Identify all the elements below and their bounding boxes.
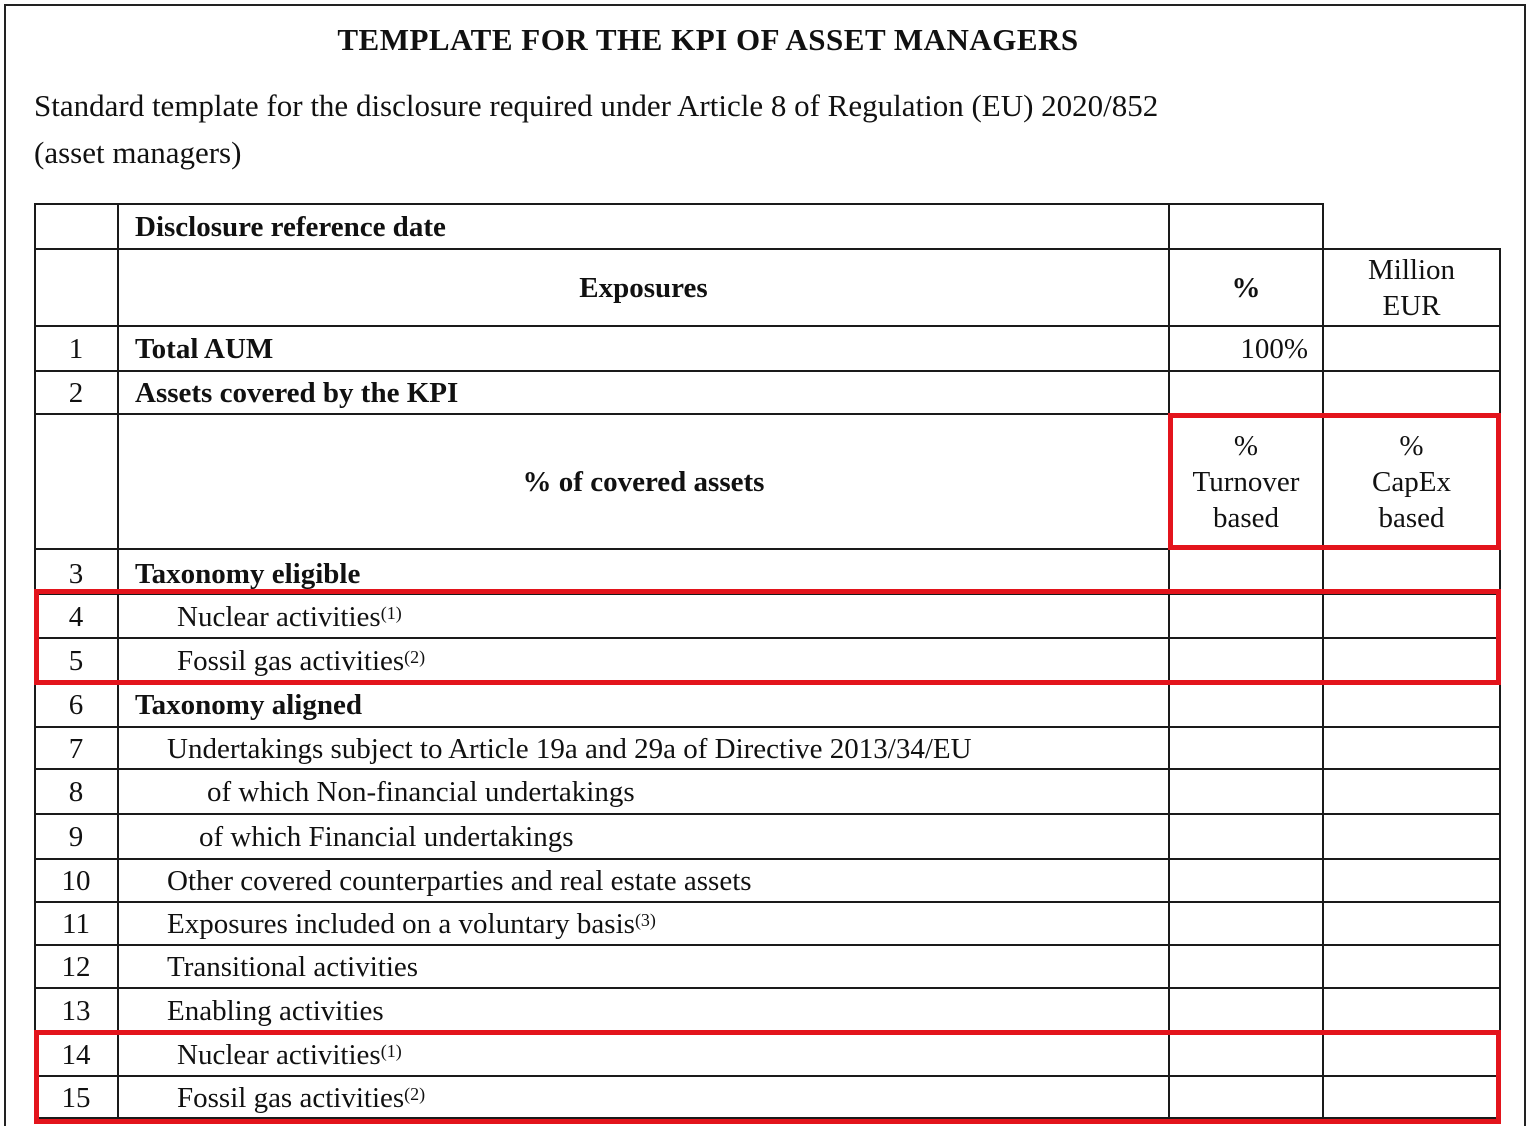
- million-eur-line-1: Million: [1367, 254, 1455, 286]
- row-label-text: Exposures included on a voluntary basis: [167, 907, 635, 940]
- turnover-line-1: %: [1233, 430, 1259, 462]
- turnover-line-2: Turnover: [1192, 466, 1300, 498]
- turnover-line-3: based: [1212, 502, 1280, 534]
- footnote-marker: (1): [380, 602, 402, 623]
- row-number: 9: [68, 820, 84, 853]
- row-number: 11: [62, 907, 90, 940]
- footnote-marker: (2): [404, 646, 426, 667]
- row-label: Enabling activities: [167, 994, 384, 1027]
- exposures-header: Exposures: [579, 272, 708, 304]
- capex-line-1: %: [1399, 430, 1424, 462]
- row-number: 6: [68, 688, 84, 721]
- row-label: Taxonomy eligible: [135, 557, 361, 590]
- highlight-aligned-nuclear-gas: [34, 1030, 1501, 1124]
- row-number: 14: [61, 1038, 91, 1071]
- row-label: Assets covered by the KPI: [135, 376, 459, 409]
- row-label: Taxonomy aligned: [135, 688, 362, 721]
- row-number: 1: [68, 332, 84, 365]
- row-number: 5: [68, 644, 84, 677]
- footnote-marker: (2): [404, 1083, 426, 1104]
- capex-line-2: CapEx: [1372, 466, 1451, 498]
- subtitle-line-1: Standard template for the disclosure required under Article 8 of Regulation (EU) 2020/852: [34, 88, 1159, 123]
- row-number: 12: [61, 950, 91, 983]
- row-percent-value: 100%: [1240, 332, 1308, 365]
- subtitle-line-2: (asset managers): [34, 135, 242, 170]
- row-label: Undertakings subject to Article 19a and 29a of Directive 2013/34/EU: [167, 732, 972, 765]
- disclosure-date-label: Disclosure reference date: [135, 210, 446, 243]
- row-label-text: Fossil gas activities: [177, 1081, 405, 1114]
- million-eur-header: [1324, 250, 1499, 326]
- row-label: Other covered counterparties and real estate assets: [167, 864, 752, 897]
- percent-header: %: [1231, 272, 1261, 304]
- row-number: 15: [61, 1081, 91, 1114]
- million-eur-line-2: EUR: [1382, 290, 1441, 322]
- row-number: 2: [68, 376, 84, 409]
- row-number: 7: [68, 732, 84, 765]
- document-title: TEMPLATE FOR THE KPI OF ASSET MANAGERS: [337, 22, 1079, 57]
- row-label: of which Non-financial undertakings: [207, 775, 635, 808]
- row-number: 8: [68, 775, 84, 808]
- row-number: 4: [68, 600, 84, 633]
- row-label-text: Nuclear activities: [177, 1038, 381, 1071]
- highlight-eligible-nuclear-gas: [34, 589, 1501, 685]
- row-number: 10: [61, 864, 91, 897]
- highlight-turnover-capex: [1168, 413, 1501, 550]
- footnote-marker: (1): [380, 1040, 402, 1061]
- footnote-marker: (3): [634, 909, 656, 930]
- row-number: 13: [61, 994, 91, 1027]
- row-label: Total AUM: [135, 332, 274, 365]
- covered-assets-header: % of covered assets: [522, 466, 765, 498]
- row-label-text: Fossil gas activities: [177, 644, 405, 677]
- document-subtitle: [34, 82, 1354, 176]
- row-number: 3: [68, 557, 84, 590]
- row-label: of which Financial undertakings: [199, 820, 574, 853]
- row-label: [167, 903, 656, 945]
- capex-line-3: based: [1378, 502, 1445, 534]
- row-label: Transitional activities: [167, 950, 419, 983]
- row-label-text: Nuclear activities: [177, 600, 381, 633]
